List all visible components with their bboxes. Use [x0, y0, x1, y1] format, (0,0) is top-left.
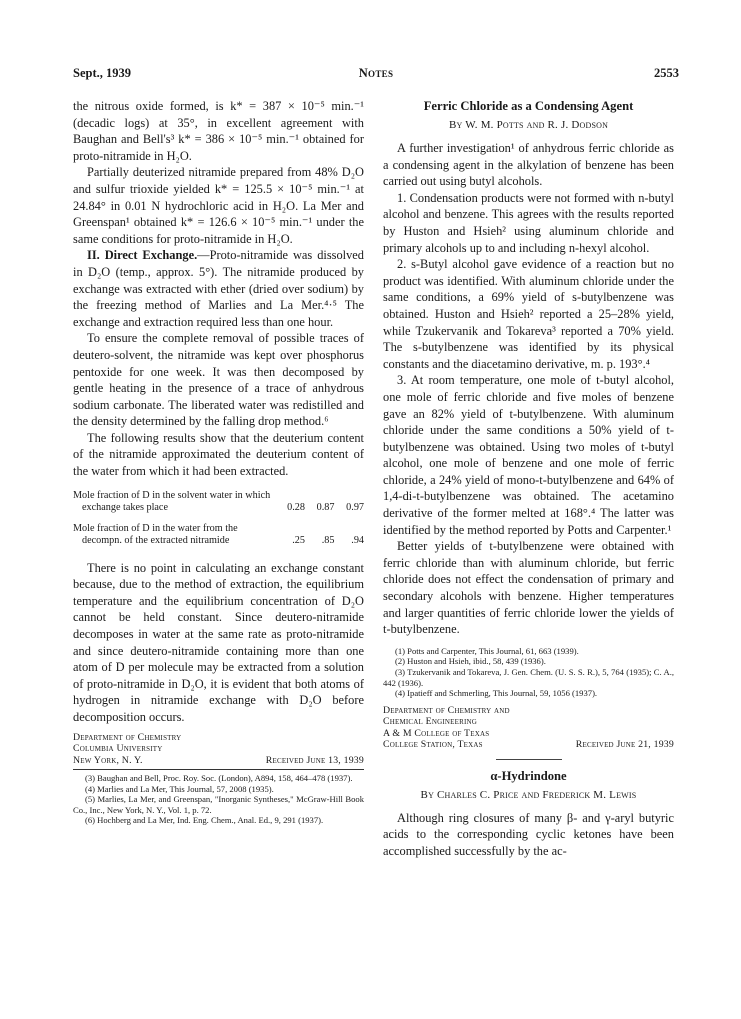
right-column: [383, 98, 674, 860]
affiliation-line: Chemical Engineering: [383, 716, 478, 728]
paragraph: the nitrous oxide formed, is k* = 387 × 10⁻⁵ min.⁻¹ (decadic logs) at 35°, in excellent agreement with Baughan and Bell's³ k* = 386 × 10⁻⁵ min.⁻¹ obtained for proto-nitramide in H₂O.: [73, 99, 364, 163]
paragraph: There is no point in calculating an exchange constant because, due to the method of extraction, the equilibrium temperature and the equilibrium concentration of D₂O cannot be held constant. Since deutero-nitramide decomposes in water at the same rate as proto-nitramide and since deutero-nitramide containing more than one atom of D per molecule may be extracted from a solution of proto-nitramide in D₂O, it is evident that both atoms of hydrogen in nitramide exchange with D₂O before decomposition occurs.: [73, 560, 364, 724]
affiliation-line: Department of Chemistry: [73, 731, 182, 743]
footnote: (4) Ipatieff and Schmerling, This Journal, 59, 1056 (1937).: [395, 688, 598, 699]
paragraph: 1. Condensation products were not formed with n-butyl alcohol and benzene. This agrees with the results reported by Huston and Hsieh² using aluminum chloride and primary alcohols up to and including n-hexyl alcohol.: [383, 190, 674, 255]
footnote: (1) Potts and Carpenter, This Journal, 61, 663 (1939).: [395, 645, 579, 656]
table-cell: 0.97: [346, 502, 364, 514]
article-divider: [496, 759, 562, 760]
affiliation-row: [73, 755, 364, 767]
table-row: [73, 490, 364, 523]
affiliation-block: [383, 705, 674, 751]
footnote: (4) Marlies and La Mer, This Journal, 57, 2008 (1935).: [85, 783, 274, 794]
footnotes-right: [383, 646, 674, 699]
affiliation-row: [383, 739, 674, 751]
deuterium-table: [73, 490, 364, 548]
section-heading: II. Direct Exchange.: [87, 248, 198, 263]
paragraph-text: —Proto-nitramide was dissolved in D₂O (temp., approx. 5°). The nitramide produced by exchange was extracted with ether (dried over sodium) by the freezing method of Marlies and La Mer.⁴·⁵ The exchange and extraction required less than one hour.: [73, 248, 364, 329]
left-column: [73, 98, 364, 826]
table-row-label: Mole fraction of D in the water from the decompn. of the extracted nitramide: [73, 522, 238, 547]
paragraph: To ensure the complete removal of possible traces of deutero-solvent, the nitramide was kept over phosphorus pentoxide for one week. It was then decomposed by gentle heating in the presence of a trace of anhydrous sodium carbonate. The liberated water was redistilled and the density determined by the falling drop method.⁶: [73, 331, 364, 429]
paragraph: The following results show that the deuterium content of the nitramide approximated the deuterium content of the water from which it had been extracted.: [73, 430, 364, 479]
table-row-label: Mole fraction of D in the solvent water in which exchange takes place: [73, 489, 271, 514]
paragraph: 2. s-Butyl alcohol gave evidence of a reaction but no product was identified. With aluminum chloride under the same conditions, a 69% yield of s-butylbenzene was obtained. Huston and Hsieh² reported a 25–28% yield, while Tzukervanik and Tokareva³ reported a 70% yield. The s-butylbenzene was identified by its physical constants and the diacetamino derivative, m. p. 193°.⁴: [383, 257, 674, 371]
table-row: [73, 523, 364, 548]
article-byline: By Charles C. Price and Frederick M. Lewis: [420, 788, 637, 801]
paragraph-direct-exchange: [73, 247, 364, 330]
header-date: Sept., 1939: [73, 66, 131, 80]
received-date: Received June 21, 1939: [575, 739, 674, 751]
affiliation-line: Department of Chemistry and: [383, 704, 510, 716]
article-byline: By W. M. Potts and R. J. Dodson: [448, 119, 609, 131]
affiliation-line: New York, N. Y.: [73, 754, 143, 766]
header-page-number: 2553: [654, 66, 679, 80]
paragraph: Partially deuterized nitramide prepared from 48% D₂O and sulfur trioxide yielded k* = 125.5 × 10⁻⁵ min.⁻¹ at 24.84° in 0.01 N hydrochloric acid in H₂O. La Mer and Greenspan¹ obtained k* = 126.6 × 10⁻⁵ min.⁻¹ under the same conditions for proto-nitramide in H₂O.: [73, 165, 364, 246]
table-cell: .94: [351, 535, 364, 547]
paragraph: Although ring closures of many β- and γ-aryl butyric acids to the corresponding cyclic ketones have been accomplished successfully by the ac-: [383, 810, 674, 858]
affiliation-line: College Station, Texas: [383, 739, 483, 751]
table-cell: 0.28: [287, 502, 305, 514]
received-date: Received June 13, 1939: [265, 754, 364, 766]
footnotes-left: [73, 773, 364, 826]
affiliation-line: A & M College of Texas: [383, 727, 490, 739]
footnote: (6) Hochberg and La Mer, Ind. Eng. Chem., Anal. Ed., 9, 291 (1937).: [85, 815, 324, 826]
footnote: (2) Huston and Hsieh, ibid., 58, 439 (1936).: [395, 656, 546, 667]
table-cell: .25: [292, 535, 305, 547]
affiliation-block: [73, 732, 364, 767]
article-title: Ferric Chloride as a Condensing Agent: [423, 99, 634, 113]
paragraph: 3. At room temperature, one mole of t-butyl alcohol, one mole of ferric chloride and five moles of benzene gave an 82% yield of t-butylbenzene. With aluminum chloride under the same conditions a 50% yield of t-butylbenzene was obtained. Using two moles of t-butyl alcohol, one mole of benzene and one mole of ferric chloride, a 24% yield of mono-t-butylbenzene and 64% of 1,4-di-t-butylbenzene was obtained. The acetamino derivative of the former melted at 168°.⁴ The latter was identified by the method reported by Potts and Carpenter.¹: [383, 373, 674, 537]
table-cell: .85: [321, 535, 335, 547]
footnote-divider: [73, 769, 364, 770]
article-title: α-Hydrindone: [490, 768, 567, 783]
footnote: (5) Marlies, La Mer, and Greenspan, "Inorganic Syntheses," McGraw-Hill Book Co., Inc., New York, N. Y., Vol. 1, p. 72.: [73, 794, 364, 815]
paragraph: A further investigation¹ of anhydrous ferric chloride as a condensing agent in the alkylation of benzene has been carried out using butyl alcohols.: [383, 141, 674, 189]
affiliation-line: Columbia University: [73, 743, 163, 755]
running-header: [73, 66, 679, 84]
table-cell: 0.87: [316, 502, 335, 514]
footnote: (3) Tzukervanik and Tokareva, J. Gen. Chem. (U. S. S. R.), 5, 764 (1935); C. A., 442 (1936).: [383, 667, 674, 688]
footnote: (3) Baughan and Bell, Proc. Roy. Soc. (London), A894, 158, 464–478 (1937).: [85, 773, 353, 784]
paragraph: Better yields of t-butylbenzene were obtained with ferric chloride than with aluminum chloride, but ferric chloride does not effect the condensation of primary and secondary alcohols with benzene. Higher temperatures and larger quantities of ferric chloride lower the yields of t-butylbenzene.: [383, 539, 674, 637]
header-section: Notes: [358, 66, 394, 80]
